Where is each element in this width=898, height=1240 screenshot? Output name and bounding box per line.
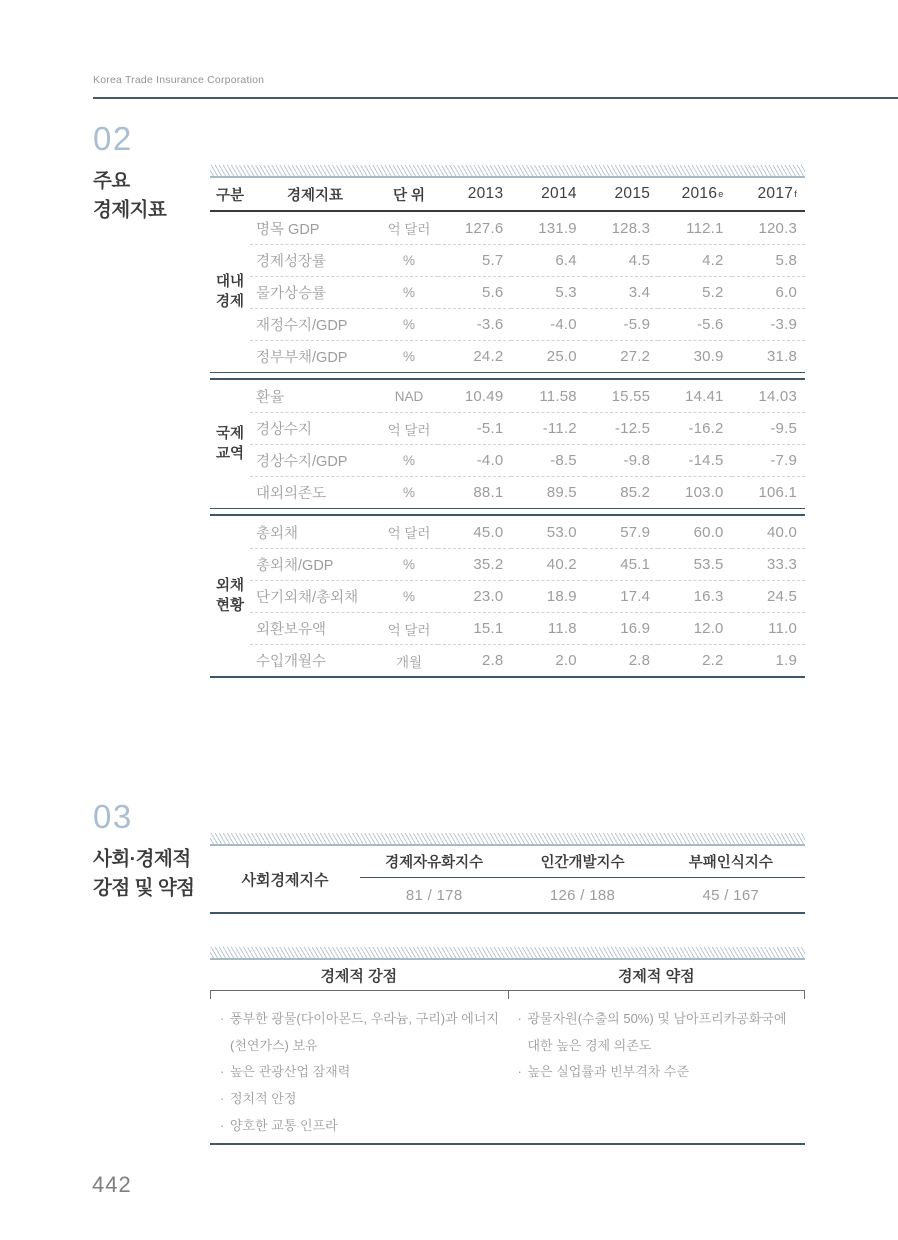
econ-value: 127.6 bbox=[464, 219, 504, 237]
section-title-line: 강점 및 약점 bbox=[93, 877, 195, 900]
econ-value: 57.9 bbox=[620, 523, 651, 541]
econ-table-body bbox=[210, 212, 805, 678]
economic-indicators-table bbox=[210, 165, 805, 678]
econ-value: 15.1 bbox=[438, 612, 511, 644]
econ-indicator-name: 물가상승률 bbox=[250, 276, 380, 308]
econ-unit: % bbox=[380, 580, 438, 612]
econ-value: -4.0 bbox=[511, 308, 584, 340]
econ-value: 131.9 bbox=[538, 219, 577, 237]
econ-value: -9.5 bbox=[732, 412, 805, 444]
table-hatch-band bbox=[210, 833, 805, 846]
econ-value: 18.9 bbox=[511, 580, 584, 612]
econ-value: -3.6 bbox=[438, 308, 511, 340]
econ-unit: 억 달러 bbox=[380, 412, 438, 444]
econ-group-label: 대내 경제 bbox=[215, 273, 244, 310]
econ-value: 5.2 bbox=[658, 276, 731, 308]
table-hatch-band bbox=[210, 165, 805, 178]
econ-unit: 억 달러 bbox=[380, 612, 438, 644]
econ-value: 17.4 bbox=[585, 580, 658, 612]
econ-value: -8.5 bbox=[511, 444, 584, 476]
strength-item: · 풍부한 광물(다이아몬드, 우라늄, 구리)과 에너지(천연가스) 보유 bbox=[218, 1006, 502, 1059]
econ-value: 30.9 bbox=[658, 340, 731, 372]
econ-value: 85.2 bbox=[585, 476, 658, 508]
econ-group-separator bbox=[210, 508, 805, 516]
sw-columns bbox=[210, 999, 805, 1139]
econ-header-cell: 2015 bbox=[614, 185, 651, 202]
strengths-header: 경제적 강점 bbox=[320, 967, 398, 985]
section-title-line: 주요 bbox=[93, 170, 130, 192]
econ-value: 106.1 bbox=[732, 476, 805, 508]
econ-value: 6.0 bbox=[732, 276, 805, 308]
econ-value: -14.5 bbox=[658, 444, 731, 476]
econ-header-cell: 경제지표 bbox=[286, 187, 344, 204]
econ-value: 103.0 bbox=[658, 476, 731, 508]
econ-table-header-row bbox=[210, 178, 805, 212]
index-column-header: 부패인식지수 bbox=[657, 846, 805, 878]
econ-value: 128.3 bbox=[611, 219, 651, 237]
econ-value: 10.49 bbox=[464, 387, 504, 405]
weakness-item: · 광물자원(수출의 50%) 및 남아프리카공화국에 대한 높은 경제 의존도 bbox=[516, 1006, 800, 1059]
weaknesses-header: 경제적 약점 bbox=[617, 967, 695, 985]
econ-value: 24.5 bbox=[732, 580, 805, 612]
econ-value: 89.5 bbox=[511, 476, 584, 508]
econ-header-cell: 2013 bbox=[467, 185, 504, 202]
sw-divider-mid-tick bbox=[508, 991, 509, 999]
econ-indicator-name: 환율 bbox=[256, 389, 285, 406]
econ-unit: % bbox=[380, 548, 438, 580]
econ-indicator-name: 경상수지 bbox=[250, 412, 380, 444]
econ-value: 31.8 bbox=[732, 340, 805, 372]
section-number: 02 bbox=[93, 120, 133, 157]
econ-header-cell: 구분 bbox=[215, 187, 244, 204]
econ-value: 4.5 bbox=[585, 244, 658, 276]
sw-header-row bbox=[210, 960, 805, 990]
page-number: 442 bbox=[92, 1172, 132, 1197]
econ-unit: % bbox=[380, 476, 438, 508]
section-title-line: 경제지표 bbox=[93, 199, 167, 222]
econ-value: 27.2 bbox=[585, 340, 658, 372]
econ-value: 53.0 bbox=[546, 523, 577, 541]
index-column-header: 경제자유화지수 bbox=[360, 846, 508, 878]
econ-value: -5.6 bbox=[658, 308, 731, 340]
section-title-line: 사회·경제적 bbox=[93, 848, 191, 870]
index-value: 81 / 178 bbox=[405, 886, 463, 904]
econ-value: -12.5 bbox=[585, 412, 658, 444]
index-table-grid bbox=[210, 846, 805, 914]
econ-header-cell: 단 위 bbox=[392, 187, 426, 204]
econ-value: 16.9 bbox=[585, 612, 658, 644]
econ-unit: % bbox=[380, 340, 438, 372]
section-03-heading bbox=[93, 800, 228, 904]
weaknesses-list bbox=[508, 1006, 806, 1139]
econ-value: 35.2 bbox=[438, 548, 511, 580]
econ-value: -5.1 bbox=[438, 412, 511, 444]
econ-group-label: 외채 현황 bbox=[215, 577, 244, 614]
section-02-heading bbox=[93, 122, 228, 226]
econ-group bbox=[210, 380, 805, 508]
index-value: 126 / 188 bbox=[549, 886, 616, 904]
econ-value: -7.9 bbox=[732, 444, 805, 476]
econ-value: 11.58 bbox=[539, 387, 577, 405]
econ-value: 5.8 bbox=[732, 244, 805, 276]
index-column-header: 인간개발지수 bbox=[508, 846, 656, 878]
econ-value: 40.0 bbox=[767, 523, 797, 541]
econ-value: 15.55 bbox=[611, 387, 651, 405]
econ-value: 40.2 bbox=[511, 548, 584, 580]
econ-unit: 억 달러 bbox=[387, 222, 431, 237]
index-row-label: 사회경제지수 bbox=[241, 871, 329, 889]
econ-value: -5.9 bbox=[585, 308, 658, 340]
econ-value: 45.0 bbox=[473, 523, 504, 541]
econ-unit: % bbox=[380, 276, 438, 308]
econ-value: 5.7 bbox=[438, 244, 511, 276]
econ-indicator-name: 명목 GDP bbox=[256, 221, 320, 238]
econ-indicator-name: 외환보유액 bbox=[250, 612, 380, 644]
strength-item: · 정치적 안정 bbox=[218, 1086, 502, 1113]
econ-value: 24.2 bbox=[438, 340, 511, 372]
econ-value: 88.1 bbox=[438, 476, 511, 508]
page-header bbox=[93, 70, 898, 99]
econ-value: 11.8 bbox=[511, 612, 584, 644]
econ-indicator-name: 수입개월수 bbox=[250, 644, 380, 676]
econ-value: -9.8 bbox=[585, 444, 658, 476]
econ-indicator-name: 경제성장률 bbox=[250, 244, 380, 276]
econ-unit: 개월 bbox=[380, 644, 438, 676]
econ-value: -4.0 bbox=[438, 444, 511, 476]
econ-value: 5.6 bbox=[438, 276, 511, 308]
econ-value: 14.41 bbox=[685, 387, 724, 405]
socio-economic-index-table bbox=[210, 833, 805, 914]
sw-divider-bracket bbox=[210, 990, 805, 999]
econ-indicator-name: 총외채/GDP bbox=[250, 548, 380, 580]
econ-value: 120.3 bbox=[758, 219, 797, 237]
econ-value: 14.03 bbox=[758, 387, 797, 405]
econ-group bbox=[210, 516, 805, 676]
econ-value: 5.3 bbox=[511, 276, 584, 308]
strengths-list bbox=[210, 1006, 508, 1139]
index-value: 45 / 167 bbox=[702, 886, 760, 904]
econ-unit: NAD bbox=[394, 388, 424, 404]
econ-indicator-name: 단기외채/총외채 bbox=[250, 580, 380, 612]
econ-indicator-name: 경상수지/GDP bbox=[250, 444, 380, 476]
strengths-weaknesses-table bbox=[210, 947, 805, 1145]
econ-value: 33.3 bbox=[732, 548, 805, 580]
econ-value: 3.4 bbox=[585, 276, 658, 308]
econ-value: 4.2 bbox=[658, 244, 731, 276]
econ-unit: % bbox=[380, 308, 438, 340]
econ-indicator-name: 정부부채/GDP bbox=[250, 340, 380, 372]
strength-item: · 양호한 교통 인프라 bbox=[218, 1113, 502, 1140]
econ-value: 53.5 bbox=[658, 548, 731, 580]
econ-value: -16.2 bbox=[658, 412, 731, 444]
econ-value: 25.0 bbox=[511, 340, 584, 372]
econ-value: 23.0 bbox=[438, 580, 511, 612]
econ-value: 2.8 bbox=[585, 644, 658, 676]
econ-indicator-name: 총외채 bbox=[256, 525, 299, 542]
table-hatch-band bbox=[210, 947, 805, 960]
econ-value: 11.0 bbox=[732, 612, 805, 644]
econ-unit: % bbox=[380, 244, 438, 276]
econ-value: 112.1 bbox=[686, 219, 724, 237]
strength-item: · 높은 관광산업 잠재력 bbox=[218, 1059, 502, 1086]
econ-value: 12.0 bbox=[658, 612, 731, 644]
econ-value: 16.3 bbox=[658, 580, 731, 612]
organization-name: Korea Trade Insurance Corporation bbox=[93, 74, 265, 86]
econ-header-cell: 2017 f bbox=[757, 185, 797, 202]
section-number: 03 bbox=[93, 798, 133, 835]
econ-indicator-name: 재정수지/GDP bbox=[250, 308, 380, 340]
econ-value: -3.9 bbox=[732, 308, 805, 340]
econ-value: -11.2 bbox=[511, 412, 584, 444]
econ-unit: % bbox=[380, 444, 438, 476]
econ-group-label: 국제 교역 bbox=[215, 425, 244, 462]
econ-header-cell: 2016 e bbox=[681, 185, 724, 202]
econ-header-cell: 2014 bbox=[541, 185, 577, 202]
econ-value: 2.8 bbox=[438, 644, 511, 676]
econ-value: 2.2 bbox=[658, 644, 731, 676]
econ-value: 1.9 bbox=[732, 644, 805, 676]
econ-group bbox=[210, 212, 805, 372]
econ-indicator-name: 대외의존도 bbox=[250, 476, 380, 508]
econ-group-separator bbox=[210, 372, 805, 380]
econ-value: 6.4 bbox=[511, 244, 584, 276]
econ-value: 60.0 bbox=[693, 523, 724, 541]
econ-value: 2.0 bbox=[511, 644, 584, 676]
econ-unit: 억 달러 bbox=[387, 526, 431, 541]
weakness-item: · 높은 실업률과 빈부격차 수준 bbox=[516, 1059, 800, 1086]
econ-value: 45.1 bbox=[585, 548, 658, 580]
